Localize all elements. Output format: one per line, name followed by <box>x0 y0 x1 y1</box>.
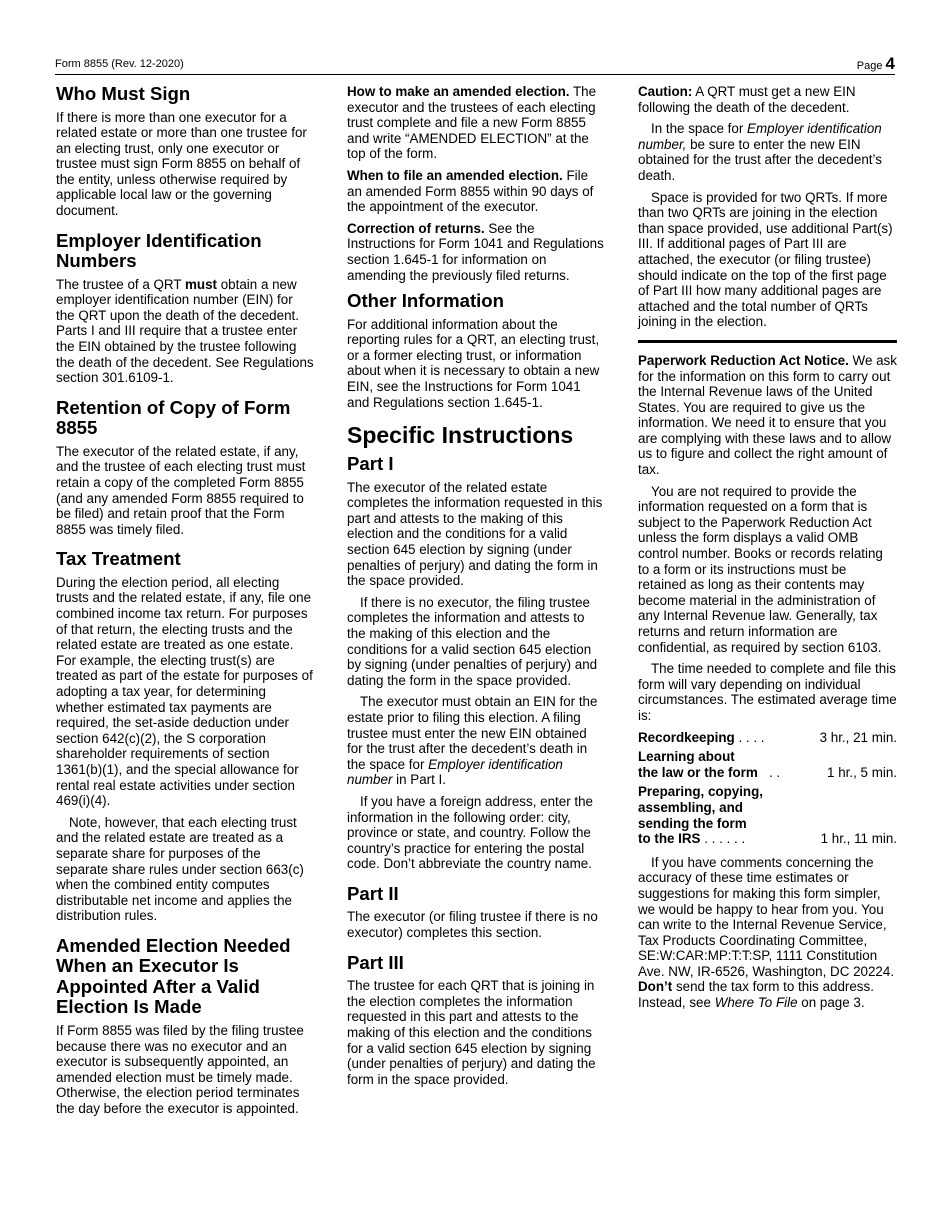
part-1-text-4: If you have a foreign address, enter the information in the following order: city, province or state, and country. Follow the country’s practice for entering the postal code. Don’t abbreviate the country name. <box>347 793 593 872</box>
paperwork-text-1: Paperwork Reduction Act Notice. We ask for the information on this form to carry out the Internal Revenue laws of the United States. You are required to give us the information. We need it to ensure that you are complying with these laws and to allow us to figure and collect the right amount of tax. <box>638 352 897 478</box>
heading-part-3: Part III <box>347 951 404 973</box>
time-row-preparing-c: sending the form <box>638 815 747 831</box>
column-1 <box>56 84 314 1123</box>
part-1-text-3: The executor must obtain an EIN for the estate prior to filing this election. A filing trustee must enter the new EIN obtained for the trust after the decedent’s death in the space for Employer identification number in Part I. <box>347 694 598 788</box>
time-row-preparing-d: to the IRS . . . . . . 1 hr., 11 min. <box>638 831 897 847</box>
heading-retention: Retention of Copy of Form 8855 <box>56 396 291 439</box>
paperwork-text-2: You are not required to provide the information requested on a form that is subject to the Paperwork Reduction Act unless the form displays a valid OMB control number. Books or records relating to a form or its instructions must be retained as long as their contents may become material in the administration of any Internal Revenue law. Generally, tax returns and return information are confidential, as required by section 6103. <box>638 483 883 655</box>
tax-treatment-text-2: Note, however, that each electing trust and the related estate are treated as a separate share for purposes of the separate share rules under section 663(c) when the combined entity computes distributable net income and applies the distribution rules. <box>56 814 304 924</box>
column-3 <box>638 84 897 1017</box>
time-row-preparing-a: Preparing, copying, <box>638 784 764 800</box>
time-row-learning-a: Learning about <box>638 749 735 765</box>
part-2-text: The executor (or filing trustee if there is no executor) completes this section. <box>347 909 598 941</box>
who-must-sign-text: If there is more than one executor for a related estate or more than one trustee for an electing trust, only one executor or trustee must sign Form 8855 on behalf of the entity, unless otherwise required by applicable local law or the governing document. <box>56 109 307 219</box>
heading-who-must-sign: Who Must Sign <box>56 83 191 104</box>
heading-specific-instructions: Specific Instructions <box>347 422 574 449</box>
part-1-text-2: If there is no executor, the filing trustee completes the information and attests to the making of this election and the conditions for a valid section 645 election by signing (under penalties of perjury) and dating the form in the space provided. <box>347 594 598 688</box>
correction-text: Correction of returns. See the Instructions for Form 1041 and Regulations section 1.645-1 for information on amending the previously filed returns. <box>347 220 604 283</box>
space-qrts-text: Space is provided for two QRTs. If more than two QRTs are joining in the election than space provided, use additional Part(s) III. If additional pages of Part III are attached, the executor (or filing trustee) should indicate on the top of the first page of Part III how many additional pages are attached and the total number of QRTs joining in the election. <box>638 189 893 330</box>
time-row-preparing-b: assembling, and <box>638 799 743 815</box>
tax-treatment-text-1: During the election period, all electing trusts and the related estate, if any, file one combined income tax return. For purposes of that return, the electing trusts and the related estate are treated as one estate. For example, the electing trust(s) are treated as part of the estate for purposes of adopting a tax year, for determining whether estimated tax payments are required, the set-aside deduction under section 642(c)(2), the S corporation shareholder requirements of section 1361(b)(1), and the special allowance for rental real estate activities under section 469(i)(4). <box>56 574 313 809</box>
retention-text: The executor of the related estate, if any, and the trustee of each electing trust must retain a copy of the completed Form 8855 (and any amended Form 8855 required to be filed) and retain proof that the Form 8855 was timely filed. <box>56 443 306 537</box>
space-ein-text: In the space for Employer identification number, be sure to enter the new EIN obtained for the trust after the decedent’s death. <box>638 121 882 183</box>
page-word: Page <box>856 60 883 72</box>
part-3-text: The trustee for each QRT that is joining in the election completes the information requested in this part and attests to the making of this election and the conditions for a valid section 645 election by signing (under penalties of perjury) and dating the form in the space provided. <box>347 978 596 1087</box>
column-2 <box>347 84 606 1093</box>
time-row-learning-b: the law or the form . . 1 hr., 5 min. <box>638 764 897 780</box>
heading-tax-treatment: Tax Treatment <box>56 548 181 570</box>
page-header <box>55 53 895 75</box>
form-label: Form 8855 (Rev. 12-2020) <box>55 58 184 70</box>
part-1-text-1: The executor of the related estate completes the information requested in this part and attests to the making of this election and the conditions for a valid section 645 election by signing (under penalties of perjury) and dating the form in the space provided. <box>347 479 603 589</box>
paperwork-text-3: The time needed to complete and file this form will vary depending on individual circumstances. The estimated average time is: <box>638 661 897 723</box>
other-info-text: For additional information about the reporting rules for a QRT, an electing trust, or a former electing trust, or information about when it is necessary to obtain a new EIN, see the Instructions for Form 1041 and Regulations section 1.645-1. <box>347 316 600 410</box>
how-to-amend-text: How to make an amended election. The executor and the trustees of each electing trust complete and file a new Form 8855 and write “AMENDED ELECTION” at the top of the form. <box>347 84 597 162</box>
ein-text: The trustee of a QRT must obtain a new employer identification number (EIN) for the QRT upon the death of the decedent. Parts I and III require that a trustee enter the EIN obtained by the trustee following the death of the decedent. See Regulations section 301.6109-1. <box>56 276 314 386</box>
time-row-recordkeeping: Recordkeeping . . . . 3 hr., 21 min. <box>638 729 897 745</box>
comments-text: If you have comments concerning the accuracy of these time estimates or suggestions for making this form simpler, we would be happy to hear from you. You can write to the Internal Revenue Service, Tax Products Coordinating Committee, SE:W:CAR:MP:T:T:SP, 1111 Constitution Ave. NW, IR-6526, Washington, DC 20224. Don’t send the tax form to this address. Instead, see Where To File on page 3. <box>638 854 895 1011</box>
section-divider <box>638 340 897 343</box>
heading-other-info: Other Information <box>347 290 505 312</box>
heading-amended-needed: Amended Election Needed When an Executor Is Appointed After a Valid Election Is Made <box>56 934 291 1018</box>
caution-text: Caution: A QRT must get a new EIN following the death of the decedent. <box>638 84 856 115</box>
page-number: 4 <box>885 54 895 73</box>
heading-part-1: Part I <box>347 453 394 475</box>
page-number-label <box>857 54 895 74</box>
heading-ein: Employer Identification Numbers <box>56 229 262 272</box>
amended-needed-text: If Form 8855 was filed by the filing trustee because there was no executor and an executor is subsequently appointed, an amended election must be timely made. Otherwise, the election period terminates the day before the executor is appointed. <box>56 1022 304 1116</box>
heading-part-2: Part II <box>347 882 399 904</box>
when-to-amend-text: When to file an amended election. File an amended Form 8855 within 90 days of the appointment of the executor. <box>347 167 594 215</box>
time-estimates-table <box>638 730 897 851</box>
